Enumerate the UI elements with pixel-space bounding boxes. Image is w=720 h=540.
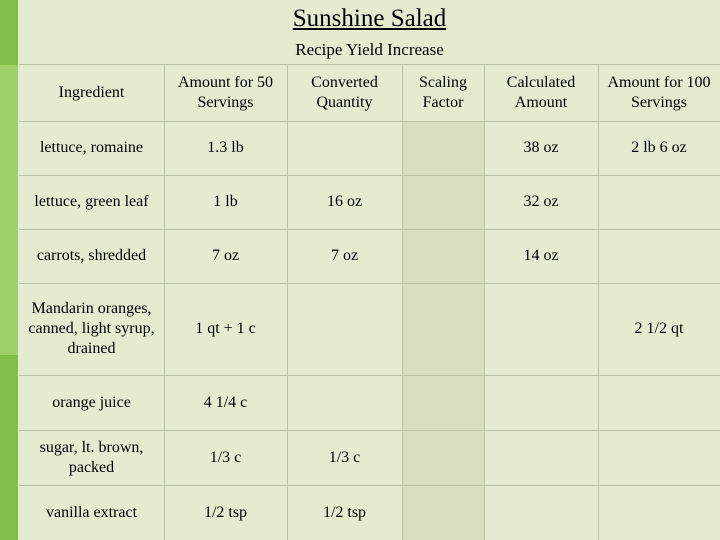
row-divider (19, 283, 720, 284)
cell-amount-50: 1 qt + 1 c (164, 283, 287, 375)
cell-calculated-amount: 14 oz (484, 229, 598, 283)
cell-amount-50: 4 1/4 c (164, 375, 287, 430)
cell-converted-quantity: 7 oz (287, 229, 402, 283)
cell-amount-100 (598, 430, 720, 485)
cell-amount-100 (598, 175, 720, 229)
cell-ingredient: carrots, shredded (19, 229, 164, 283)
row-divider (19, 485, 720, 486)
page-subtitle: Recipe Yield Increase (295, 40, 444, 59)
page-title: Sunshine Salad (292, 5, 447, 32)
cell-amount-50: 7 oz (164, 229, 287, 283)
cell-calculated-amount (484, 375, 598, 430)
column-divider (484, 65, 485, 540)
row-divider (19, 430, 720, 431)
header-amount-50: Amount for 50 Servings (164, 65, 287, 121)
cell-converted-quantity (287, 283, 402, 375)
cell-ingredient: sugar, lt. brown, packed (19, 430, 164, 485)
row-divider (19, 229, 720, 230)
cell-converted-quantity: 1/2 tsp (287, 485, 402, 540)
column-divider (287, 65, 288, 540)
row-divider (19, 175, 720, 176)
cell-ingredient: orange juice (19, 375, 164, 430)
cell-ingredient: lettuce, green leaf (19, 175, 164, 229)
title-area (19, 0, 720, 65)
left-accent-bar (0, 0, 18, 540)
column-divider (402, 65, 403, 540)
cell-calculated-amount: 32 oz (484, 175, 598, 229)
cell-amount-50: 1 lb (164, 175, 287, 229)
cell-calculated-amount (484, 430, 598, 485)
header-converted-quantity: Converted Quantity (287, 65, 402, 121)
header-calculated-amount: Calculated Amount (484, 65, 598, 121)
row-divider (19, 121, 720, 122)
header-ingredient: Ingredient (19, 65, 164, 121)
cell-converted-quantity: 16 oz (287, 175, 402, 229)
cell-calculated-amount (484, 283, 598, 375)
cell-ingredient: vanilla extract (19, 485, 164, 540)
scaling-factor-column-shade (403, 121, 484, 540)
cell-converted-quantity: 1/3 c (287, 430, 402, 485)
row-divider (19, 375, 720, 376)
header-scaling-factor: Scaling Factor (402, 65, 484, 121)
cell-calculated-amount (484, 485, 598, 540)
cell-amount-100 (598, 229, 720, 283)
cell-amount-100 (598, 375, 720, 430)
cell-amount-100 (598, 485, 720, 540)
recipe-table (19, 65, 720, 540)
cell-ingredient: lettuce, romaine (19, 121, 164, 175)
header-amount-100: Amount for 100 Servings (598, 65, 720, 121)
cell-amount-50: 1/2 tsp (164, 485, 287, 540)
cell-ingredient: Mandarin oranges, canned, light syrup, drained (19, 283, 164, 375)
cell-converted-quantity (287, 121, 402, 175)
cell-amount-100: 2 1/2 qt (598, 283, 720, 375)
left-accent-band (0, 65, 18, 355)
column-divider (164, 65, 165, 540)
cell-amount-100: 2 lb 6 oz (598, 121, 720, 175)
cell-amount-50: 1/3 c (164, 430, 287, 485)
cell-calculated-amount: 38 oz (484, 121, 598, 175)
cell-converted-quantity (287, 375, 402, 430)
cell-amount-50: 1.3 lb (164, 121, 287, 175)
column-divider (598, 65, 599, 540)
